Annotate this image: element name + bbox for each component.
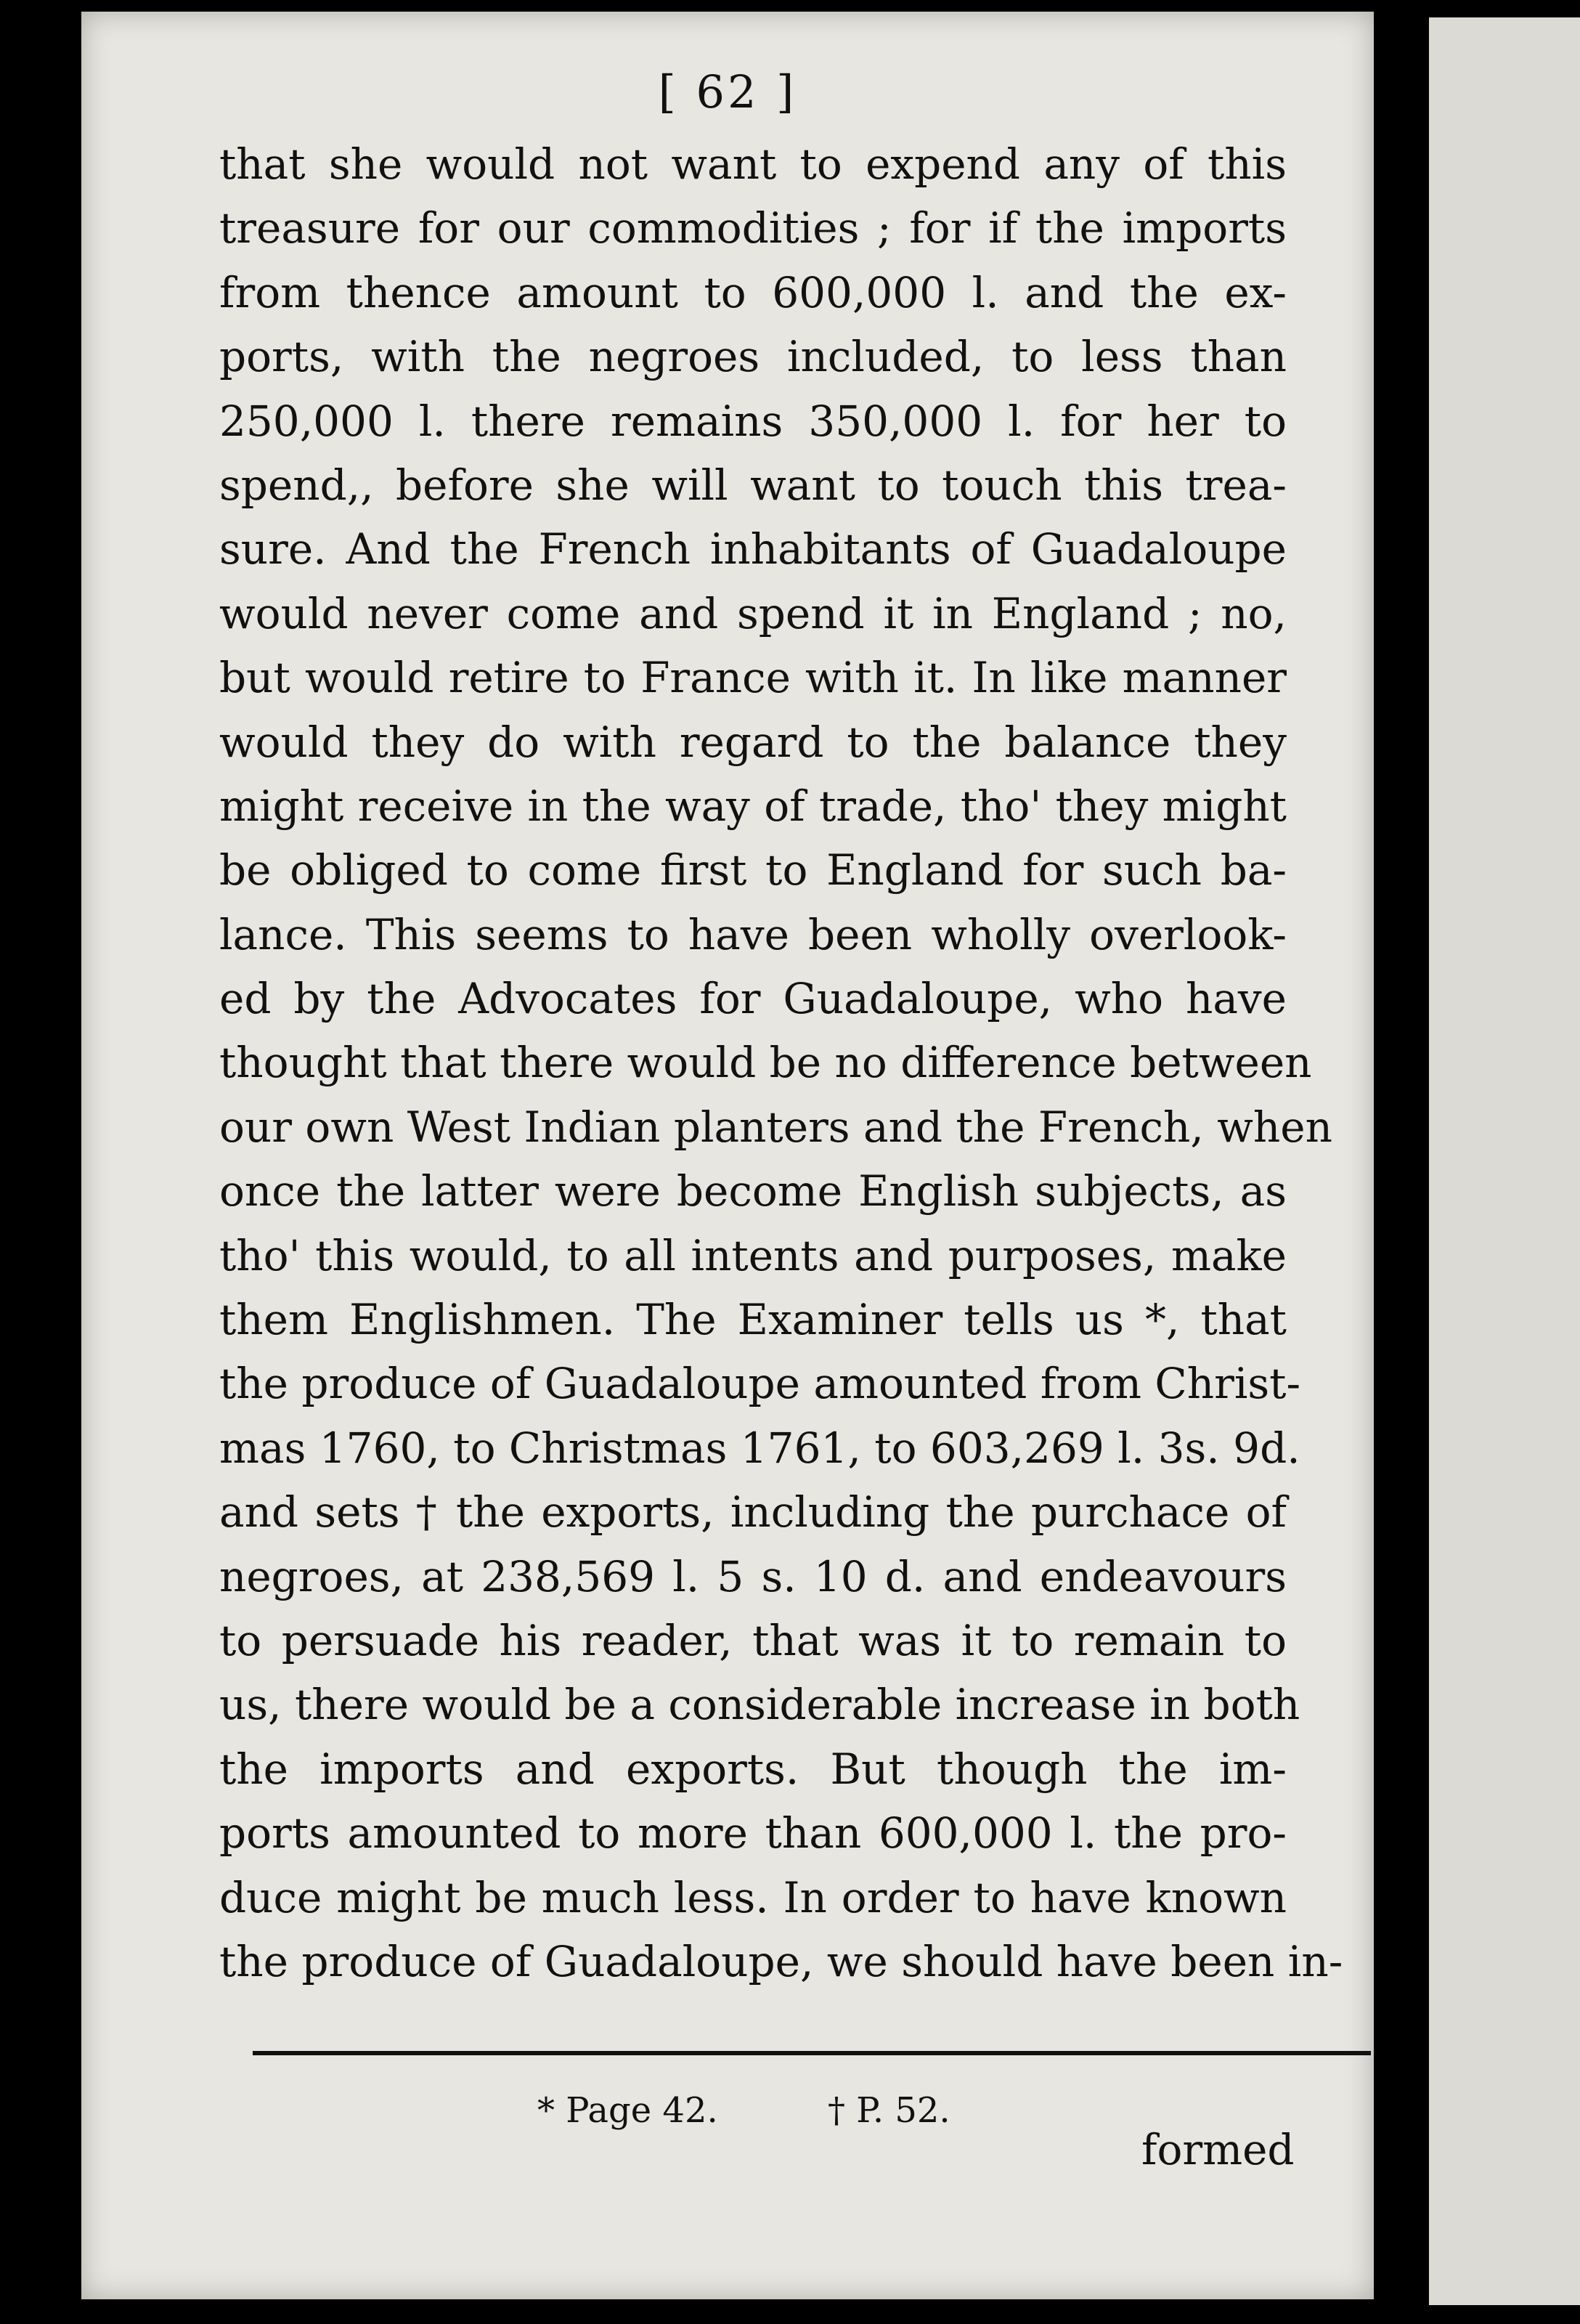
text-line: us, there would be a considerable increase in both	[219, 1680, 1300, 1730]
text-line: to persuade his reader, that was it to remain to	[219, 1615, 1287, 1665]
text-line: ed by the Advocates for Guadaloupe, who have	[219, 974, 1287, 1024]
catchword: formed	[1141, 2125, 1295, 2174]
text-line: ports amounted to more than 600,000 l. the pro-	[219, 1808, 1287, 1858]
text-line: them Englishmen. The Examiner tells us *, that	[219, 1295, 1287, 1345]
footnote-rule	[253, 2051, 1371, 2055]
book-page	[81, 12, 1374, 2299]
text-line: but would retire to France with it. In like manner	[219, 653, 1287, 703]
text-line: thought that there would be no difference between	[219, 1038, 1312, 1088]
text-line: ports, with the negroes included, to less than	[219, 332, 1287, 382]
adjacent-page-edge	[1429, 17, 1580, 2305]
text-line: tho' this would, to all intents and purposes, make	[219, 1230, 1287, 1280]
text-line: lance. This seems to have been wholly overlook-	[219, 909, 1287, 959]
text-line: sure. And the French inhabitants of Guadaloupe	[219, 524, 1287, 574]
page-number: [ 62 ]	[658, 65, 797, 118]
text-line: treasure for our commodities ; for if the imports	[219, 203, 1287, 253]
footnote-page-42: * Page 42.	[537, 2090, 718, 2131]
footnote-p-52: † P. 52.	[828, 2090, 950, 2131]
text-line: the produce of Guadaloupe, we should have been in-	[219, 1936, 1343, 1986]
text-line: once the latter were become English subjects, as	[219, 1166, 1287, 1216]
text-line: negroes, at 238,569 l. 5 s. 10 d. and endeavours	[219, 1551, 1287, 1601]
text-line: spend,, before she will want to touch this trea-	[219, 460, 1287, 510]
text-line: mas 1760, to Christmas 1761, to 603,269 l. 3s. 9d.	[219, 1423, 1300, 1473]
text-line: that she would not want to expend any of this	[219, 139, 1287, 189]
text-line: would they do with regard to the balance they	[219, 717, 1287, 767]
body-text	[219, 132, 1343, 1994]
text-line: the produce of Guadaloupe amounted from Christ-	[219, 1359, 1301, 1409]
text-line: duce might be much less. In order to have known	[219, 1872, 1287, 1922]
text-line: and sets † the exports, including the purchace of	[219, 1487, 1287, 1537]
text-line: might receive in the way of trade, tho' they might	[219, 781, 1287, 831]
text-line: 250,000 l. there remains 350,000 l. for her to	[219, 396, 1287, 446]
text-line: would never come and spend it in England ; no,	[219, 588, 1287, 638]
text-line: from thence amount to 600,000 l. and the ex-	[219, 267, 1287, 317]
text-line: be obliged to come first to England for such ba-	[219, 845, 1287, 895]
text-line: our own West Indian planters and the French, when	[219, 1102, 1332, 1152]
text-line: the imports and exports. But though the im-	[219, 1744, 1287, 1794]
